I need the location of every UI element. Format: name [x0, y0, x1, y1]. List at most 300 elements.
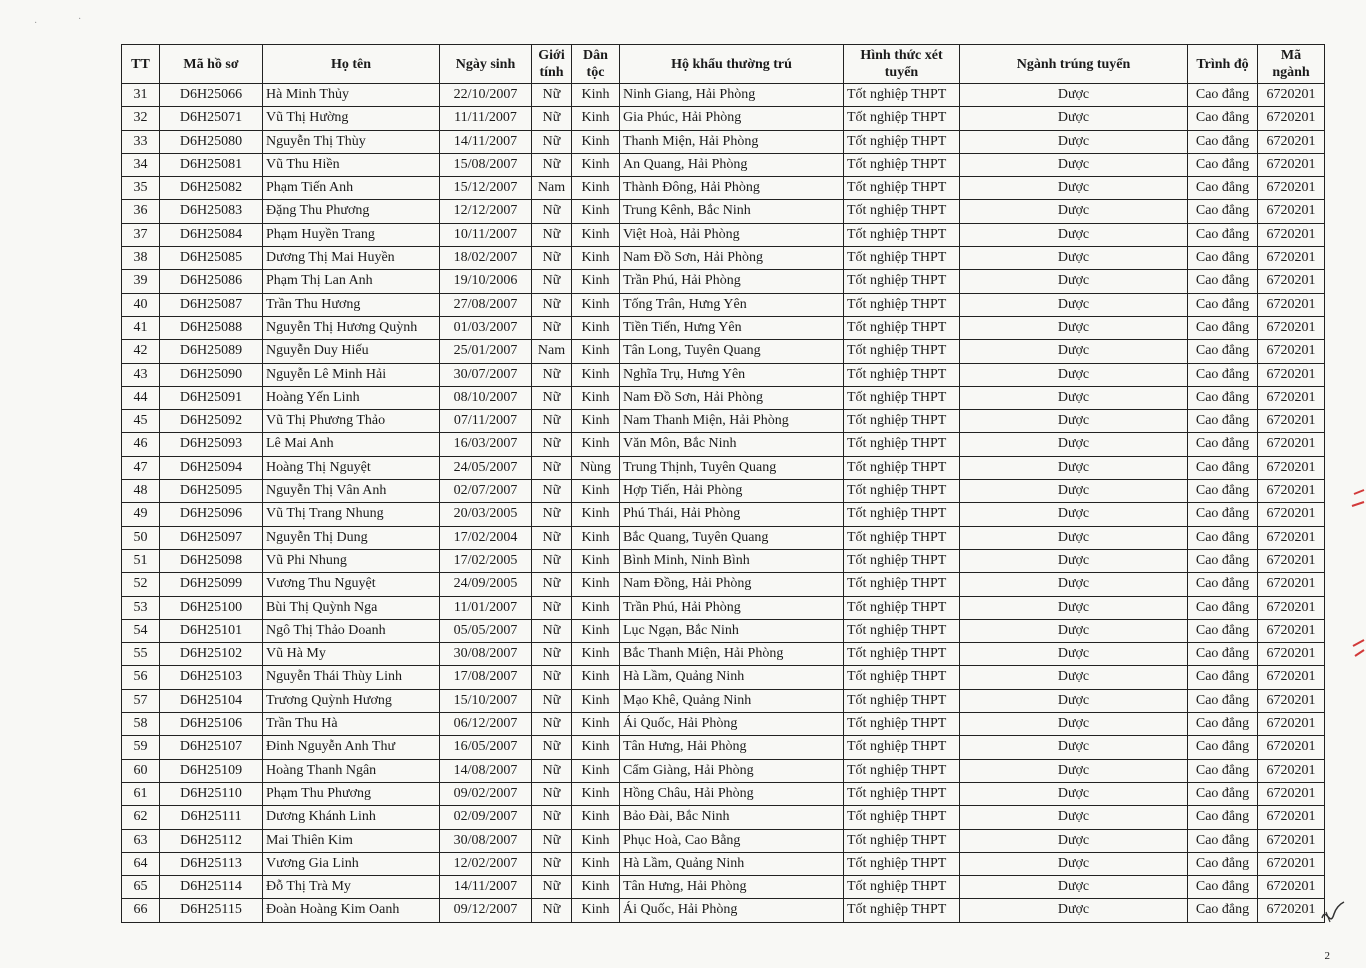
cell-hinh-thuc: Tốt nghiệp THPT	[844, 852, 960, 875]
cell-ho-ten: Trương Quỳnh Hương	[263, 689, 440, 712]
table-row	[122, 713, 1325, 736]
cell-nganh: Dược	[960, 806, 1188, 829]
col-header-dan-toc: Dân tộc	[572, 45, 620, 84]
cell-ma-nganh: 6720201	[1258, 456, 1325, 479]
cell-trinh-do: Cao đẳng	[1188, 363, 1258, 386]
cell-ho-ten: Phạm Thu Phương	[263, 782, 440, 805]
cell-tt: 60	[122, 759, 160, 782]
cell-ma-ho-so: D6H25096	[160, 503, 263, 526]
cell-ma-ho-so: D6H25086	[160, 270, 263, 293]
cell-dan-toc: Kinh	[572, 363, 620, 386]
cell-trinh-do: Cao đẳng	[1188, 806, 1258, 829]
cell-ma-nganh: 6720201	[1258, 666, 1325, 689]
cell-trinh-do: Cao đẳng	[1188, 666, 1258, 689]
cell-hinh-thuc: Tốt nghiệp THPT	[844, 316, 960, 339]
cell-ma-nganh: 6720201	[1258, 107, 1325, 130]
cell-nganh: Dược	[960, 526, 1188, 549]
cell-ngay-sinh: 08/10/2007	[440, 386, 532, 409]
cell-hinh-thuc: Tốt nghiệp THPT	[844, 549, 960, 572]
cell-ngay-sinh: 24/05/2007	[440, 456, 532, 479]
cell-ma-ho-so: D6H25099	[160, 573, 263, 596]
table-row	[122, 223, 1325, 246]
table-row	[122, 177, 1325, 200]
cell-ho-ten: Hà Minh Thủy	[263, 84, 440, 107]
cell-gioi-tinh: Nữ	[532, 759, 572, 782]
cell-trinh-do: Cao đẳng	[1188, 643, 1258, 666]
cell-trinh-do: Cao đẳng	[1188, 316, 1258, 339]
cell-ma-nganh: 6720201	[1258, 643, 1325, 666]
cell-tt: 62	[122, 806, 160, 829]
table-row	[122, 456, 1325, 479]
cell-nganh: Dược	[960, 177, 1188, 200]
cell-ma-ho-so: D6H25085	[160, 247, 263, 270]
col-header-hinh-thuc: Hình thức xét tuyển	[844, 45, 960, 84]
table-row	[122, 410, 1325, 433]
cell-ho-khau: Hà Lầm, Quảng Ninh	[620, 666, 844, 689]
cell-ho-khau: Trung Thịnh, Tuyên Quang	[620, 456, 844, 479]
cell-trinh-do: Cao đẳng	[1188, 713, 1258, 736]
cell-ma-ho-so: D6H25081	[160, 153, 263, 176]
page-number: 2	[1324, 950, 1330, 962]
cell-tt: 37	[122, 223, 160, 246]
cell-trinh-do: Cao đẳng	[1188, 573, 1258, 596]
cell-ho-khau: Hợp Tiến, Hải Phòng	[620, 480, 844, 503]
cell-ma-nganh: 6720201	[1258, 130, 1325, 153]
cell-trinh-do: Cao đẳng	[1188, 84, 1258, 107]
table-row	[122, 782, 1325, 805]
cell-gioi-tinh: Nữ	[532, 433, 572, 456]
cell-hinh-thuc: Tốt nghiệp THPT	[844, 666, 960, 689]
cell-ma-nganh: 6720201	[1258, 433, 1325, 456]
cell-gioi-tinh: Nữ	[532, 736, 572, 759]
cell-gioi-tinh: Nữ	[532, 153, 572, 176]
cell-nganh: Dược	[960, 899, 1188, 922]
cell-trinh-do: Cao đẳng	[1188, 526, 1258, 549]
cell-hinh-thuc: Tốt nghiệp THPT	[844, 456, 960, 479]
cell-dan-toc: Kinh	[572, 619, 620, 642]
cell-nganh: Dược	[960, 852, 1188, 875]
cell-gioi-tinh: Nữ	[532, 200, 572, 223]
cell-dan-toc: Kinh	[572, 177, 620, 200]
cell-hinh-thuc: Tốt nghiệp THPT	[844, 759, 960, 782]
table-row	[122, 293, 1325, 316]
cell-gioi-tinh: Nữ	[532, 293, 572, 316]
cell-ho-ten: Phạm Tiến Anh	[263, 177, 440, 200]
cell-nganh: Dược	[960, 782, 1188, 805]
cell-ho-khau: Thanh Miện, Hải Phòng	[620, 130, 844, 153]
cell-ho-ten: Nguyễn Thị Thùy	[263, 130, 440, 153]
cell-ma-nganh: 6720201	[1258, 806, 1325, 829]
cell-ma-ho-so: D6H25113	[160, 852, 263, 875]
cell-ho-khau: Lục Ngạn, Bắc Ninh	[620, 619, 844, 642]
cell-ho-ten: Vũ Hà My	[263, 643, 440, 666]
cell-ma-ho-so: D6H25097	[160, 526, 263, 549]
cell-ngay-sinh: 14/11/2007	[440, 876, 532, 899]
cell-gioi-tinh: Nữ	[532, 829, 572, 852]
cell-ma-nganh: 6720201	[1258, 736, 1325, 759]
cell-hinh-thuc: Tốt nghiệp THPT	[844, 643, 960, 666]
cell-ma-nganh: 6720201	[1258, 549, 1325, 572]
cell-hinh-thuc: Tốt nghiệp THPT	[844, 293, 960, 316]
cell-gioi-tinh: Nữ	[532, 386, 572, 409]
cell-ngay-sinh: 06/12/2007	[440, 713, 532, 736]
scan-artifact: ·	[34, 18, 38, 29]
cell-gioi-tinh: Nữ	[532, 596, 572, 619]
cell-ho-khau: Nam Đồ Sơn, Hải Phòng	[620, 386, 844, 409]
cell-hinh-thuc: Tốt nghiệp THPT	[844, 619, 960, 642]
cell-ngay-sinh: 30/08/2007	[440, 643, 532, 666]
cell-ma-nganh: 6720201	[1258, 876, 1325, 899]
table-row	[122, 503, 1325, 526]
cell-ma-ho-so: D6H25080	[160, 130, 263, 153]
cell-hinh-thuc: Tốt nghiệp THPT	[844, 433, 960, 456]
cell-ma-ho-so: D6H25104	[160, 689, 263, 712]
cell-ho-khau: Nghĩa Trụ, Hưng Yên	[620, 363, 844, 386]
cell-trinh-do: Cao đẳng	[1188, 596, 1258, 619]
cell-ma-ho-so: D6H25098	[160, 549, 263, 572]
cell-ma-ho-so: D6H25088	[160, 316, 263, 339]
cell-nganh: Dược	[960, 107, 1188, 130]
cell-ho-ten: Vương Gia Linh	[263, 852, 440, 875]
cell-dan-toc: Kinh	[572, 643, 620, 666]
cell-hinh-thuc: Tốt nghiệp THPT	[844, 130, 960, 153]
cell-ho-khau: Tiền Tiến, Hưng Yên	[620, 316, 844, 339]
cell-dan-toc: Kinh	[572, 84, 620, 107]
cell-ho-ten: Trần Thu Hà	[263, 713, 440, 736]
cell-trinh-do: Cao đẳng	[1188, 433, 1258, 456]
cell-ho-khau: Tân Long, Tuyên Quang	[620, 340, 844, 363]
cell-ngay-sinh: 16/05/2007	[440, 736, 532, 759]
col-header-ma-nganh: Mã ngành	[1258, 45, 1325, 84]
cell-ma-ho-so: D6H25082	[160, 177, 263, 200]
cell-tt: 56	[122, 666, 160, 689]
cell-hinh-thuc: Tốt nghiệp THPT	[844, 689, 960, 712]
cell-nganh: Dược	[960, 293, 1188, 316]
cell-ma-ho-so: D6H25114	[160, 876, 263, 899]
cell-ho-ten: Vũ Phi Nhung	[263, 549, 440, 572]
cell-tt: 45	[122, 410, 160, 433]
cell-gioi-tinh: Nữ	[532, 270, 572, 293]
cell-tt: 54	[122, 619, 160, 642]
cell-ma-nganh: 6720201	[1258, 293, 1325, 316]
cell-ngay-sinh: 11/11/2007	[440, 107, 532, 130]
cell-gioi-tinh: Nữ	[532, 410, 572, 433]
table-row	[122, 526, 1325, 549]
cell-gioi-tinh: Nữ	[532, 247, 572, 270]
cell-ho-khau: Ái Quốc, Hải Phòng	[620, 899, 844, 922]
cell-ma-nganh: 6720201	[1258, 782, 1325, 805]
cell-ho-ten: Đinh Nguyễn Anh Thư	[263, 736, 440, 759]
cell-gioi-tinh: Nữ	[532, 480, 572, 503]
cell-gioi-tinh: Nữ	[532, 713, 572, 736]
cell-gioi-tinh: Nữ	[532, 689, 572, 712]
cell-dan-toc: Kinh	[572, 806, 620, 829]
cell-ho-ten: Đặng Thu Phương	[263, 200, 440, 223]
cell-trinh-do: Cao đẳng	[1188, 736, 1258, 759]
cell-ho-ten: Nguyễn Lê Minh Hải	[263, 363, 440, 386]
cell-nganh: Dược	[960, 713, 1188, 736]
cell-ngay-sinh: 19/10/2006	[440, 270, 532, 293]
cell-ho-ten: Dương Khánh Linh	[263, 806, 440, 829]
cell-dan-toc: Kinh	[572, 899, 620, 922]
cell-nganh: Dược	[960, 316, 1188, 339]
cell-dan-toc: Kinh	[572, 503, 620, 526]
cell-ho-ten: Bùi Thị Quỳnh Nga	[263, 596, 440, 619]
cell-trinh-do: Cao đẳng	[1188, 177, 1258, 200]
cell-ho-ten: Vũ Thị Phương Thảo	[263, 410, 440, 433]
cell-dan-toc: Kinh	[572, 153, 620, 176]
cell-dan-toc: Kinh	[572, 410, 620, 433]
cell-ma-ho-so: D6H25066	[160, 84, 263, 107]
cell-ho-ten: Trần Thu Hương	[263, 293, 440, 316]
cell-trinh-do: Cao đẳng	[1188, 829, 1258, 852]
cell-hinh-thuc: Tốt nghiệp THPT	[844, 503, 960, 526]
cell-nganh: Dược	[960, 153, 1188, 176]
cell-trinh-do: Cao đẳng	[1188, 107, 1258, 130]
table-row	[122, 340, 1325, 363]
cell-ngay-sinh: 20/03/2005	[440, 503, 532, 526]
cell-ho-ten: Ngô Thị Thảo Doanh	[263, 619, 440, 642]
cell-nganh: Dược	[960, 829, 1188, 852]
cell-ma-ho-so: D6H25101	[160, 619, 263, 642]
cell-gioi-tinh: Nữ	[532, 643, 572, 666]
cell-ngay-sinh: 09/02/2007	[440, 782, 532, 805]
cell-ngay-sinh: 12/12/2007	[440, 200, 532, 223]
cell-ho-ten: Hoàng Thị Nguyệt	[263, 456, 440, 479]
cell-nganh: Dược	[960, 759, 1188, 782]
cell-hinh-thuc: Tốt nghiệp THPT	[844, 596, 960, 619]
cell-nganh: Dược	[960, 876, 1188, 899]
cell-dan-toc: Kinh	[572, 829, 620, 852]
cell-tt: 66	[122, 899, 160, 922]
cell-ngay-sinh: 25/01/2007	[440, 340, 532, 363]
cell-ma-ho-so: D6H25089	[160, 340, 263, 363]
table-row	[122, 829, 1325, 852]
cell-ngay-sinh: 16/03/2007	[440, 433, 532, 456]
table-row	[122, 386, 1325, 409]
cell-dan-toc: Kinh	[572, 433, 620, 456]
cell-nganh: Dược	[960, 84, 1188, 107]
cell-gioi-tinh: Nữ	[532, 316, 572, 339]
cell-ngay-sinh: 07/11/2007	[440, 410, 532, 433]
cell-ma-ho-so: D6H25109	[160, 759, 263, 782]
cell-ma-nganh: 6720201	[1258, 386, 1325, 409]
cell-ngay-sinh: 27/08/2007	[440, 293, 532, 316]
cell-ma-nganh: 6720201	[1258, 480, 1325, 503]
cell-ma-nganh: 6720201	[1258, 619, 1325, 642]
cell-tt: 65	[122, 876, 160, 899]
cell-tt: 47	[122, 456, 160, 479]
cell-ho-ten: Đỗ Thị Trà My	[263, 876, 440, 899]
cell-ho-ten: Dương Thị Mai Huyền	[263, 247, 440, 270]
table-row	[122, 153, 1325, 176]
cell-gioi-tinh: Nữ	[532, 852, 572, 875]
cell-tt: 35	[122, 177, 160, 200]
cell-nganh: Dược	[960, 596, 1188, 619]
cell-ma-ho-so: D6H25107	[160, 736, 263, 759]
cell-tt: 50	[122, 526, 160, 549]
cell-nganh: Dược	[960, 456, 1188, 479]
cell-dan-toc: Kinh	[572, 526, 620, 549]
cell-ngay-sinh: 02/07/2007	[440, 480, 532, 503]
cell-trinh-do: Cao đẳng	[1188, 899, 1258, 922]
cell-ma-ho-so: D6H25111	[160, 806, 263, 829]
cell-ho-ten: Phạm Thị Lan Anh	[263, 270, 440, 293]
cell-hinh-thuc: Tốt nghiệp THPT	[844, 526, 960, 549]
table-row	[122, 363, 1325, 386]
cell-hinh-thuc: Tốt nghiệp THPT	[844, 736, 960, 759]
cell-ho-khau: Hà Lầm, Quảng Ninh	[620, 852, 844, 875]
cell-ngay-sinh: 17/08/2007	[440, 666, 532, 689]
table-body	[122, 84, 1325, 923]
cell-nganh: Dược	[960, 200, 1188, 223]
cell-ma-nganh: 6720201	[1258, 316, 1325, 339]
cell-ho-khau: Trung Kênh, Bắc Ninh	[620, 200, 844, 223]
cell-ngay-sinh: 12/02/2007	[440, 852, 532, 875]
cell-dan-toc: Kinh	[572, 689, 620, 712]
cell-dan-toc: Kinh	[572, 107, 620, 130]
cell-gioi-tinh: Nữ	[532, 549, 572, 572]
cell-ma-nganh: 6720201	[1258, 526, 1325, 549]
cell-ngay-sinh: 10/11/2007	[440, 223, 532, 246]
cell-gioi-tinh: Nữ	[532, 526, 572, 549]
cell-ma-ho-so: D6H25093	[160, 433, 263, 456]
cell-ho-khau: Bảo Đài, Bắc Ninh	[620, 806, 844, 829]
cell-tt: 57	[122, 689, 160, 712]
cell-tt: 42	[122, 340, 160, 363]
cell-ngay-sinh: 05/05/2007	[440, 619, 532, 642]
cell-ho-ten: Nguyễn Thị Dung	[263, 526, 440, 549]
cell-dan-toc: Kinh	[572, 666, 620, 689]
cell-gioi-tinh: Nữ	[532, 573, 572, 596]
cell-gioi-tinh: Nữ	[532, 899, 572, 922]
cell-ho-khau: Phục Hoà, Cao Bằng	[620, 829, 844, 852]
cell-nganh: Dược	[960, 666, 1188, 689]
cell-ho-khau: Thành Đông, Hải Phòng	[620, 177, 844, 200]
cell-hinh-thuc: Tốt nghiệp THPT	[844, 340, 960, 363]
cell-nganh: Dược	[960, 410, 1188, 433]
cell-nganh: Dược	[960, 503, 1188, 526]
cell-gioi-tinh: Nữ	[532, 84, 572, 107]
table-row	[122, 666, 1325, 689]
cell-ho-ten: Hoàng Yến Linh	[263, 386, 440, 409]
cell-ma-nganh: 6720201	[1258, 503, 1325, 526]
cell-ma-nganh: 6720201	[1258, 177, 1325, 200]
cell-tt: 38	[122, 247, 160, 270]
cell-nganh: Dược	[960, 480, 1188, 503]
cell-trinh-do: Cao đẳng	[1188, 293, 1258, 316]
cell-ngay-sinh: 24/09/2005	[440, 573, 532, 596]
cell-tt: 48	[122, 480, 160, 503]
cell-hinh-thuc: Tốt nghiệp THPT	[844, 84, 960, 107]
cell-dan-toc: Kinh	[572, 293, 620, 316]
cell-ho-ten: Vũ Thị Trang Nhung	[263, 503, 440, 526]
cell-ngay-sinh: 15/08/2007	[440, 153, 532, 176]
table-row	[122, 316, 1325, 339]
cell-trinh-do: Cao đẳng	[1188, 759, 1258, 782]
cell-tt: 31	[122, 84, 160, 107]
cell-ma-nganh: 6720201	[1258, 852, 1325, 875]
scan-artifact: ·	[78, 14, 82, 25]
cell-ho-khau: Phú Thái, Hải Phòng	[620, 503, 844, 526]
col-header-ngay-sinh: Ngày sinh	[440, 45, 532, 84]
cell-dan-toc: Kinh	[572, 876, 620, 899]
cell-ma-nganh: 6720201	[1258, 270, 1325, 293]
table-row	[122, 549, 1325, 572]
cell-ma-ho-so: D6H25110	[160, 782, 263, 805]
cell-trinh-do: Cao đẳng	[1188, 270, 1258, 293]
col-header-ma-ho-so: Mã hồ sơ	[160, 45, 263, 84]
table-row	[122, 84, 1325, 107]
cell-gioi-tinh: Nữ	[532, 806, 572, 829]
cell-tt: 46	[122, 433, 160, 456]
cell-ma-ho-so: D6H25071	[160, 107, 263, 130]
cell-ngay-sinh: 02/09/2007	[440, 806, 532, 829]
cell-dan-toc: Kinh	[572, 316, 620, 339]
cell-ho-khau: Nam Đồ Sơn, Hải Phòng	[620, 247, 844, 270]
cell-ho-khau: Nam Đồng, Hải Phòng	[620, 573, 844, 596]
cell-hinh-thuc: Tốt nghiệp THPT	[844, 480, 960, 503]
table-row	[122, 899, 1325, 922]
cell-dan-toc: Kinh	[572, 480, 620, 503]
cell-hinh-thuc: Tốt nghiệp THPT	[844, 713, 960, 736]
col-header-trinh-do: Trình độ	[1188, 45, 1258, 84]
cell-ma-ho-so: D6H25091	[160, 386, 263, 409]
cell-nganh: Dược	[960, 363, 1188, 386]
cell-tt: 53	[122, 596, 160, 619]
cell-trinh-do: Cao đẳng	[1188, 782, 1258, 805]
table-row	[122, 596, 1325, 619]
cell-ho-khau: Hồng Châu, Hải Phòng	[620, 782, 844, 805]
cell-ma-nganh: 6720201	[1258, 363, 1325, 386]
cell-gioi-tinh: Nam	[532, 340, 572, 363]
cell-ho-ten: Phạm Huyền Trang	[263, 223, 440, 246]
cell-ma-nganh: 6720201	[1258, 829, 1325, 852]
cell-hinh-thuc: Tốt nghiệp THPT	[844, 899, 960, 922]
cell-gioi-tinh: Nam	[532, 177, 572, 200]
cell-nganh: Dược	[960, 573, 1188, 596]
cell-hinh-thuc: Tốt nghiệp THPT	[844, 782, 960, 805]
table-row	[122, 876, 1325, 899]
cell-dan-toc: Kinh	[572, 223, 620, 246]
cell-ho-khau: Tân Hưng, Hải Phòng	[620, 876, 844, 899]
cell-dan-toc: Kinh	[572, 573, 620, 596]
cell-ma-nganh: 6720201	[1258, 759, 1325, 782]
cell-ma-nganh: 6720201	[1258, 410, 1325, 433]
cell-tt: 63	[122, 829, 160, 852]
cell-dan-toc: Kinh	[572, 852, 620, 875]
cell-tt: 55	[122, 643, 160, 666]
cell-ho-khau: Gia Phúc, Hải Phòng	[620, 107, 844, 130]
cell-hinh-thuc: Tốt nghiệp THPT	[844, 247, 960, 270]
cell-gioi-tinh: Nữ	[532, 503, 572, 526]
cell-ma-nganh: 6720201	[1258, 153, 1325, 176]
cell-tt: 52	[122, 573, 160, 596]
col-header-nganh: Ngành trúng tuyển	[960, 45, 1188, 84]
header-row	[122, 45, 1325, 84]
cell-trinh-do: Cao đẳng	[1188, 852, 1258, 875]
cell-ngay-sinh: 17/02/2005	[440, 549, 532, 572]
cell-ho-ten: Nguyễn Thị Hương Quỳnh	[263, 316, 440, 339]
table-row	[122, 480, 1325, 503]
cell-gioi-tinh: Nữ	[532, 666, 572, 689]
cell-ho-khau: Bình Minh, Ninh Bình	[620, 549, 844, 572]
cell-ho-ten: Vương Thu Nguyệt	[263, 573, 440, 596]
cell-tt: 64	[122, 852, 160, 875]
col-header-ho-khau: Hộ khẩu thường trú	[620, 45, 844, 84]
cell-ma-ho-so: D6H25100	[160, 596, 263, 619]
cell-ma-nganh: 6720201	[1258, 84, 1325, 107]
